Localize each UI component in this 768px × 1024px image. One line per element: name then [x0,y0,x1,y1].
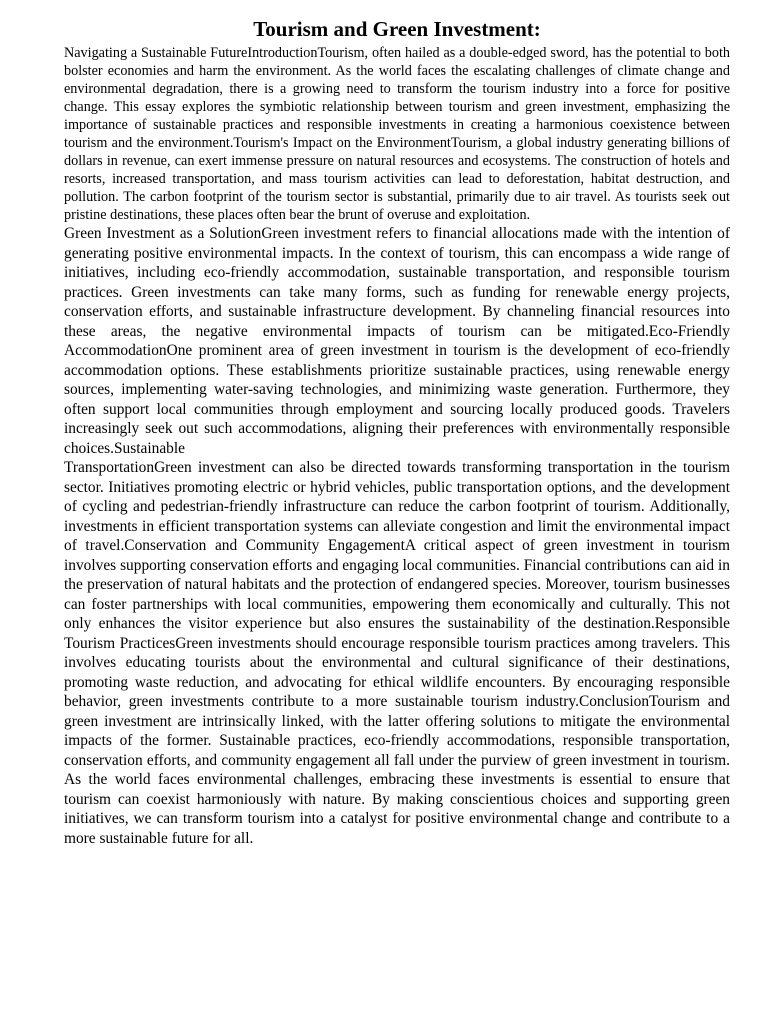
paragraph-transportation-conclusion: TransportationGreen investment can also be directed towards transforming transportation in the tourism sector. Initiatives promoting electric or hybrid vehicles, public transportation options, and the development of cycling and pedestrian-friendly infrastructure can reduce the carbon footprint of tourism. Additionally, investments in efficient transportation systems can alleviate congestion and limit the environmental impact of travel.Conservation and Community EngagementA critical aspect of green investment in tourism involves supporting conservation efforts and engaging local communities. Financial contributions can aid in the preservation of natural habitats and the protection of endangered species. Moreover, tourism businesses can foster partnerships with local communities, empowering them economically and culturally. This not only enhances the visitor experience but also ensures the sustainability of the destination.Responsible Tourism PracticesGreen investments should encourage responsible tourism practices among travelers. This involves educating tourists about the environmental and cultural significance of their destinations, promoting waste reduction, and advocating for ethical wildlife encounters. By encouraging responsible behavior, green investments contribute to a more sustainable tourism industry.ConclusionTourism and green investment are intrinsically linked, with the latter offering solutions to mitigate the environmental impacts of the former. Sustainable practices, eco-friendly accommodations, responsible transportation, conservation efforts, and community engagement all fall under the purview of green investment in tourism. As the world faces environmental challenges, embracing these investments is essential to ensure that tourism can coexist harmoniously with nature. By making conscientious choices and supporting green initiatives, we can transform tourism into a catalyst for positive environmental change and contribute to a more sustainable future for all. [64,459,730,847]
document-page [64,16,730,848]
document-title: Tourism and Green Investment: [253,17,541,41]
paragraph-green-investment: Green Investment as a SolutionGreen investment refers to financial allocations made with the intention of generating positive environmental impacts. In the context of tourism, this can encompass a wide range of initiatives, including eco-friendly accommodation, sustainable transportation, and responsible tourism practices. Green investments can take many forms, such as funding for renewable energy projects, conservation efforts, and sustainable infrastructure development. By channeling financial resources into these areas, the negative environmental impacts of tourism can be mitigated.Eco-Friendly AccommodationOne prominent area of green investment in tourism is the development of eco-friendly accommodation options. These establishments prioritize sustainable practices, using renewable energy sources, implementing water-saving technologies, and minimizing waste generation. Furthermore, they often support local communities through employment and sourcing locally produced goods. Travelers increasingly seek out such accommodations, aligning their preferences with environmentally responsible choices.Sustainable [64,225,730,457]
paragraph-introduction: Navigating a Sustainable FutureIntroductionTourism, often hailed as a double-edged sword, has the potential to both bolster economies and harm the environment. As the world faces the escalating challenges of climate change and environmental degradation, there is a growing need to transform the tourism industry into a force for positive change. This essay explores the symbiotic relationship between tourism and green investment, emphasizing the importance of sustainable practices and responsible investments in creating a harmonious coexistence between tourism and the environment.Tourism's Impact on the EnvironmentTourism, a global industry generating billions of dollars in revenue, can exert immense pressure on natural resources and ecosystems. The construction of hotels and resorts, increased transportation, and mass tourism activities can lead to deforestation, habitat destruction, and pollution. The carbon footprint of the tourism sector is substantial, primarily due to air travel. As tourists seek out pristine destinations, these places often bear the brunt of overuse and exploitation. [64,45,730,223]
